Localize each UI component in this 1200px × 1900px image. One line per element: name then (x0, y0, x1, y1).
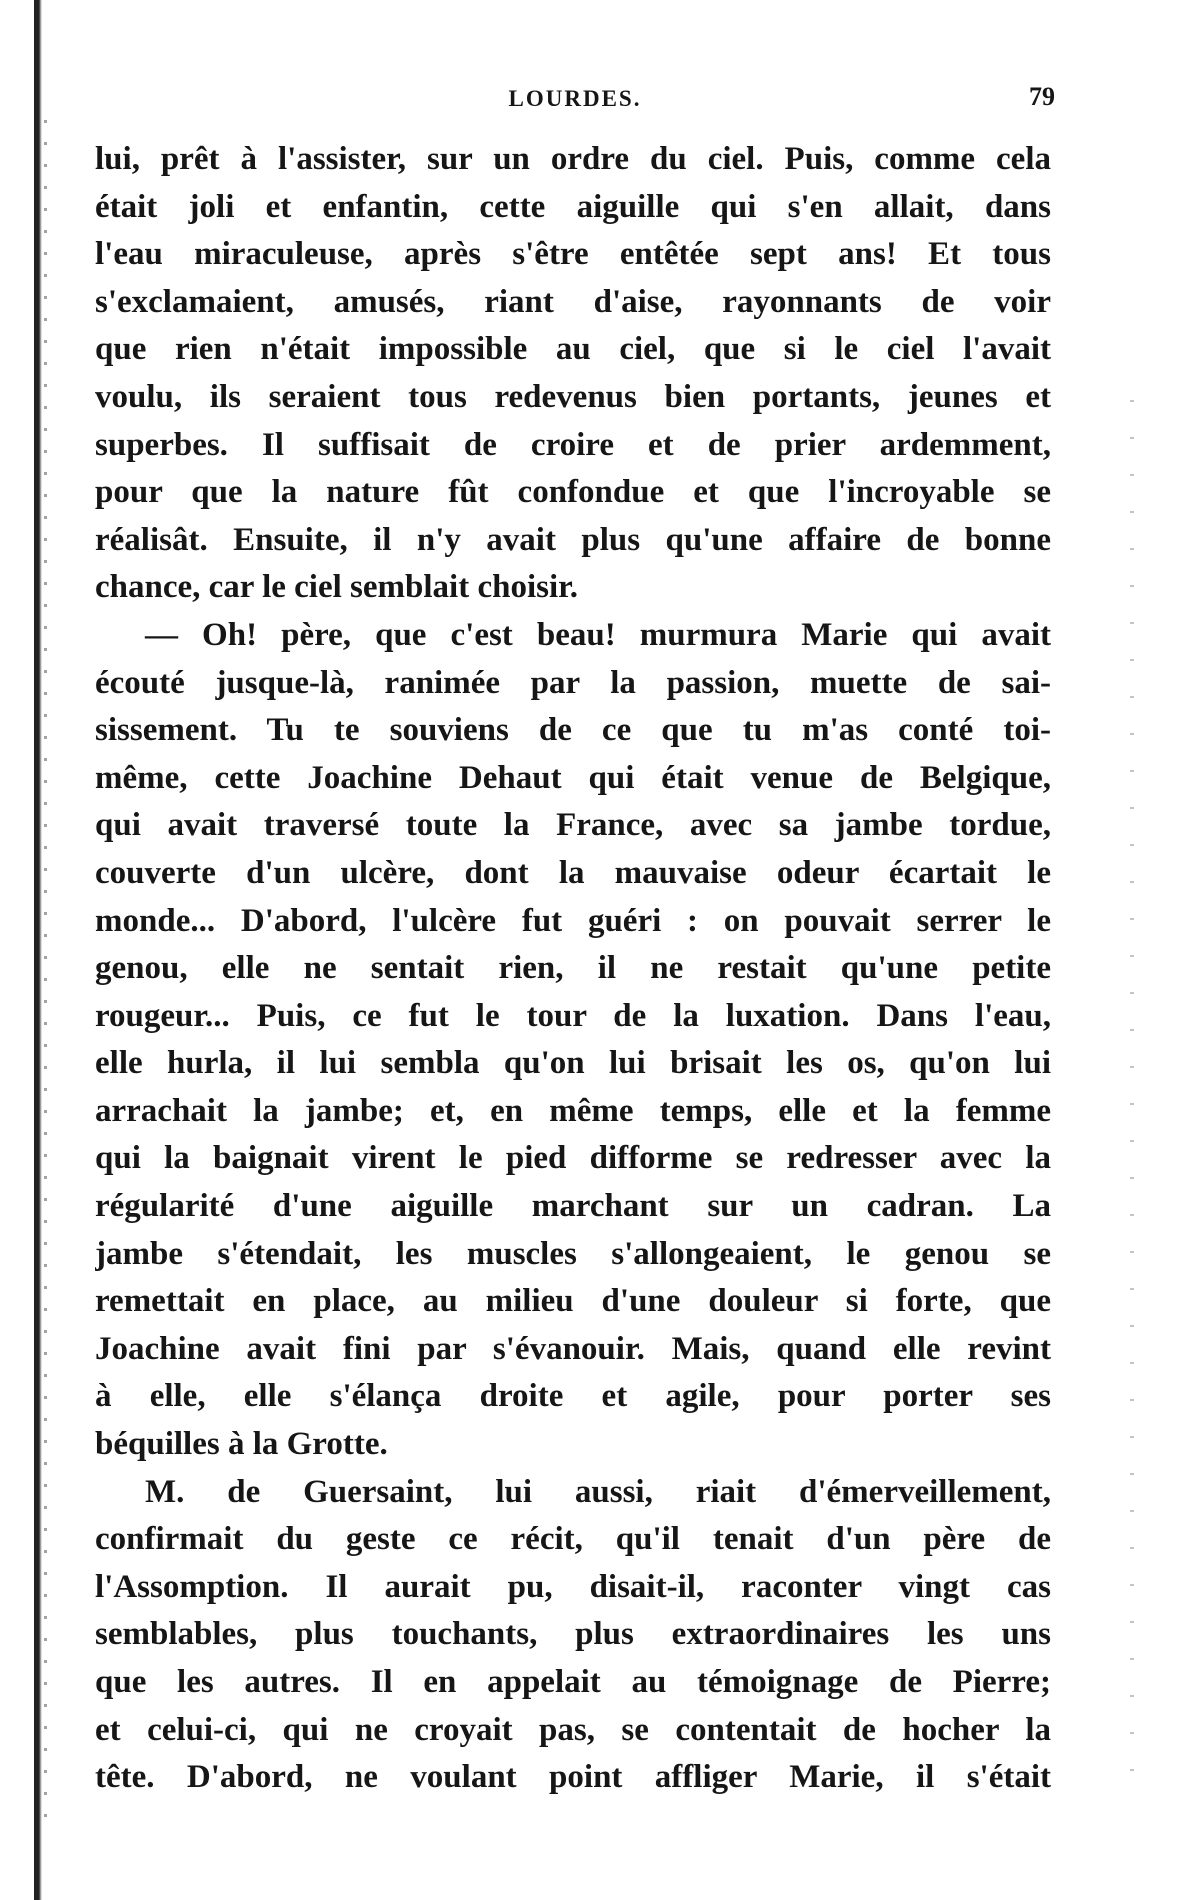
text-line: à elle, elle s'élança droite et agile, pour porter ses (95, 1378, 1051, 1415)
text-line: réalisât. Ensuite, il n'y avait plus qu'une affaire de bonne (95, 521, 1051, 558)
text-line: que les autres. Il en appelait au témoignage de Pierre; (95, 1664, 1051, 1700)
text-line: lui, prêt à l'assister, sur un ordre du ciel. Puis, comme cela (95, 141, 1051, 177)
page-header (95, 82, 1055, 122)
text-line: qui la baignait virent le pied difforme se redresser avec la (95, 1140, 1051, 1177)
text-line: voulu, ils seraient tous redevenus bien portants, jeunes et (95, 378, 1051, 415)
running-title: LOURDES. (508, 86, 642, 111)
text-line: s'exclamaient, amusés, riant d'aise, rayonnants de voir (95, 283, 1051, 320)
scan-speckle (1130, 400, 1134, 1800)
text-line: semblables, plus touchants, plus extraordinaires les uns (95, 1616, 1051, 1653)
page-number: 79 (1029, 82, 1055, 111)
text-line: couverte d'un ulcère, dont la mauvaise odeur écartait le (95, 854, 1051, 891)
text-line: sissement. Tu te souviens de ce que tu m'as conté toi- (95, 712, 1051, 749)
binding-edge (34, 0, 42, 1900)
text-line: même, cette Joachine Dehaut qui était venue de Belgique, (95, 759, 1051, 796)
text-line: tête. D'abord, ne voulant point affliger Marie, il s'était (95, 1759, 1051, 1796)
text-line: Joachine avait fini par s'évanouir. Mais, quand elle revint (95, 1330, 1051, 1367)
text-line: remettait en place, au milieu d'une douleur si forte, que (95, 1283, 1051, 1320)
text-line: béquilles à la Grotte. (95, 1426, 388, 1463)
text-line: qui avait traversé toute la France, avec sa jambe tordue, (95, 807, 1051, 844)
body-text (95, 136, 1051, 1802)
text-line: chance, car le ciel semblait choisir. (95, 569, 578, 606)
text-line: et celui-ci, qui ne croyait pas, se contentait de hocher la (95, 1711, 1051, 1748)
text-line: écouté jusque-là, ranimée par la passion, muette de sai- (95, 664, 1051, 701)
text-line: M. de Guersaint, lui aussi, riait d'émerveillement, (145, 1473, 1051, 1510)
text-line: pour que la nature fût confondue et que l'incroyable se (95, 474, 1051, 511)
text-line: arrachait la jambe; et, en même temps, elle et la femme (95, 1092, 1051, 1129)
text-line: régularité d'une aiguille marchant sur un cadran. La (95, 1188, 1051, 1225)
text-line: superbes. Il suffisait de croire et de prier ardemment, (95, 426, 1051, 463)
text-line: genou, elle ne sentait rien, il ne restait qu'une petite (95, 950, 1051, 987)
text-line: que rien n'était impossible au ciel, que si le ciel l'avait (95, 331, 1051, 368)
text-line: elle hurla, il lui sembla qu'on lui brisait les os, qu'on lui (95, 1045, 1051, 1082)
text-line: l'eau miraculeuse, après s'être entêtée sept ans! Et tous (95, 236, 1051, 273)
text-line: rougeur... Puis, ce fut le tour de la luxation. Dans l'eau, (95, 997, 1051, 1034)
text-line: jambe s'étendait, les muscles s'allongeaient, le genou se (95, 1235, 1051, 1272)
text-line: était joli et enfantin, cette aiguille qui s'en allait, dans (95, 188, 1051, 225)
text-line: monde... D'abord, l'ulcère fut guéri : on pouvait serrer le (95, 902, 1051, 939)
text-line: — Oh! père, que c'est beau! murmura Marie qui avait (145, 616, 1051, 653)
text-line: confirmait du geste ce récit, qu'il tenait d'un père de (95, 1521, 1051, 1558)
text-line: l'Assomption. Il aurait pu, disait-il, raconter vingt cas (95, 1568, 1051, 1605)
